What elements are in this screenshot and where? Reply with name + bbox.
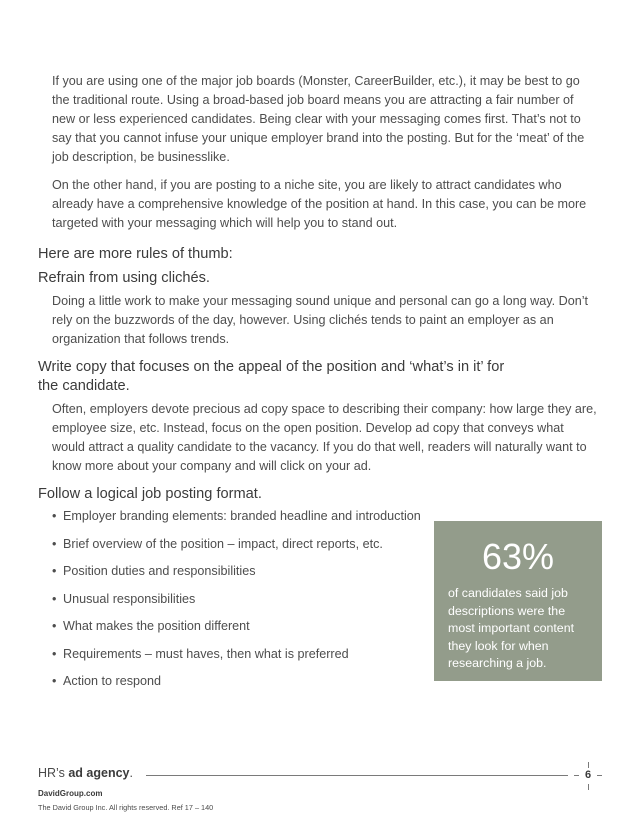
footer-brand-suffix: . — [129, 766, 133, 780]
intro-paragraph-1: If you are using one of the major job boards (Monster, CareerBuilder, etc.), it may be best to go the traditional route. Using a broad-based job board means you are attracting a fair number of new or less experienced candidates. Being clear with your messaging comes first. That’s not to say that you cannot infuse your unique employer brand into the posting. But for the ‘meat’ of the job description, be businesslike. — [52, 74, 585, 164]
footer-brand — [38, 766, 133, 780]
intro-paragraph-2: On the other hand, if you are posting to a niche site, you are likely to attract candidates who already have a comprehensive knowledge of the position at hand. In this case, you can be more targeted with your messaging which will help you to stand out. — [52, 178, 587, 230]
list-item: • Action to respond — [52, 672, 422, 690]
footer-legal: The David Group Inc. All rights reserved. Ref 17 – 140 — [38, 803, 214, 812]
rule-2-heading — [38, 358, 598, 396]
list-item: • Requirements – must haves, then what is preferred — [52, 645, 422, 663]
list-item: • Brief overview of the position – impact, direct reports, etc. — [52, 535, 422, 553]
rule-3-heading: Follow a logical job posting format. — [38, 486, 262, 502]
footer-website: DavidGroup.com — [38, 789, 103, 798]
rules-heading: Here are more rules of thumb: — [38, 246, 233, 262]
list-item: • Position duties and responsibilities — [52, 562, 422, 580]
footer-brand-bold: ad agency — [68, 766, 130, 780]
rule-2-body: Often, employers devote precious ad copy space to describing their company: how large they are, employee size, etc. Instead, focus on the open position. Develop ad copy that conveys what would attract a quality candidate to the vacancy. If you do that well, readers will naturally want to know more about your company and will click on your ad. — [52, 402, 597, 473]
list-item: • Employer branding elements: branded headline and introduction — [52, 507, 422, 525]
footer-brand-prefix: HR’s — [38, 766, 69, 780]
posting-format-list — [38, 507, 422, 690]
rule-1-body: Doing a little work to make your messaging sound unique and personal can go a long way. Don’t rely on the buzzwords of the day, however. Using clichés tends to paint an employer as an organization that follows trends. — [52, 294, 589, 346]
rule-1-heading: Refrain from using clichés. — [38, 270, 210, 286]
footer-divider — [146, 775, 568, 776]
rule-2-heading-line-1: Write copy that focuses on the appeal of the position and ‘what’s in it’ for — [38, 359, 505, 375]
page-marker-tick-top — [588, 762, 589, 768]
page-number: 6 — [584, 769, 592, 781]
stat-caption: of candidates said job descriptions were the most important content they look for when researching a job. — [448, 586, 575, 671]
stat-value: 63% — [481, 536, 555, 577]
stat-callout-box — [434, 521, 602, 681]
page-marker-tick-bottom — [588, 784, 589, 790]
list-item: • What makes the position different — [52, 617, 422, 635]
list-item: • Unusual responsibilities — [52, 590, 422, 608]
page-number-marker — [574, 762, 602, 790]
rule-2-heading-line-2: the candidate. — [38, 378, 130, 394]
